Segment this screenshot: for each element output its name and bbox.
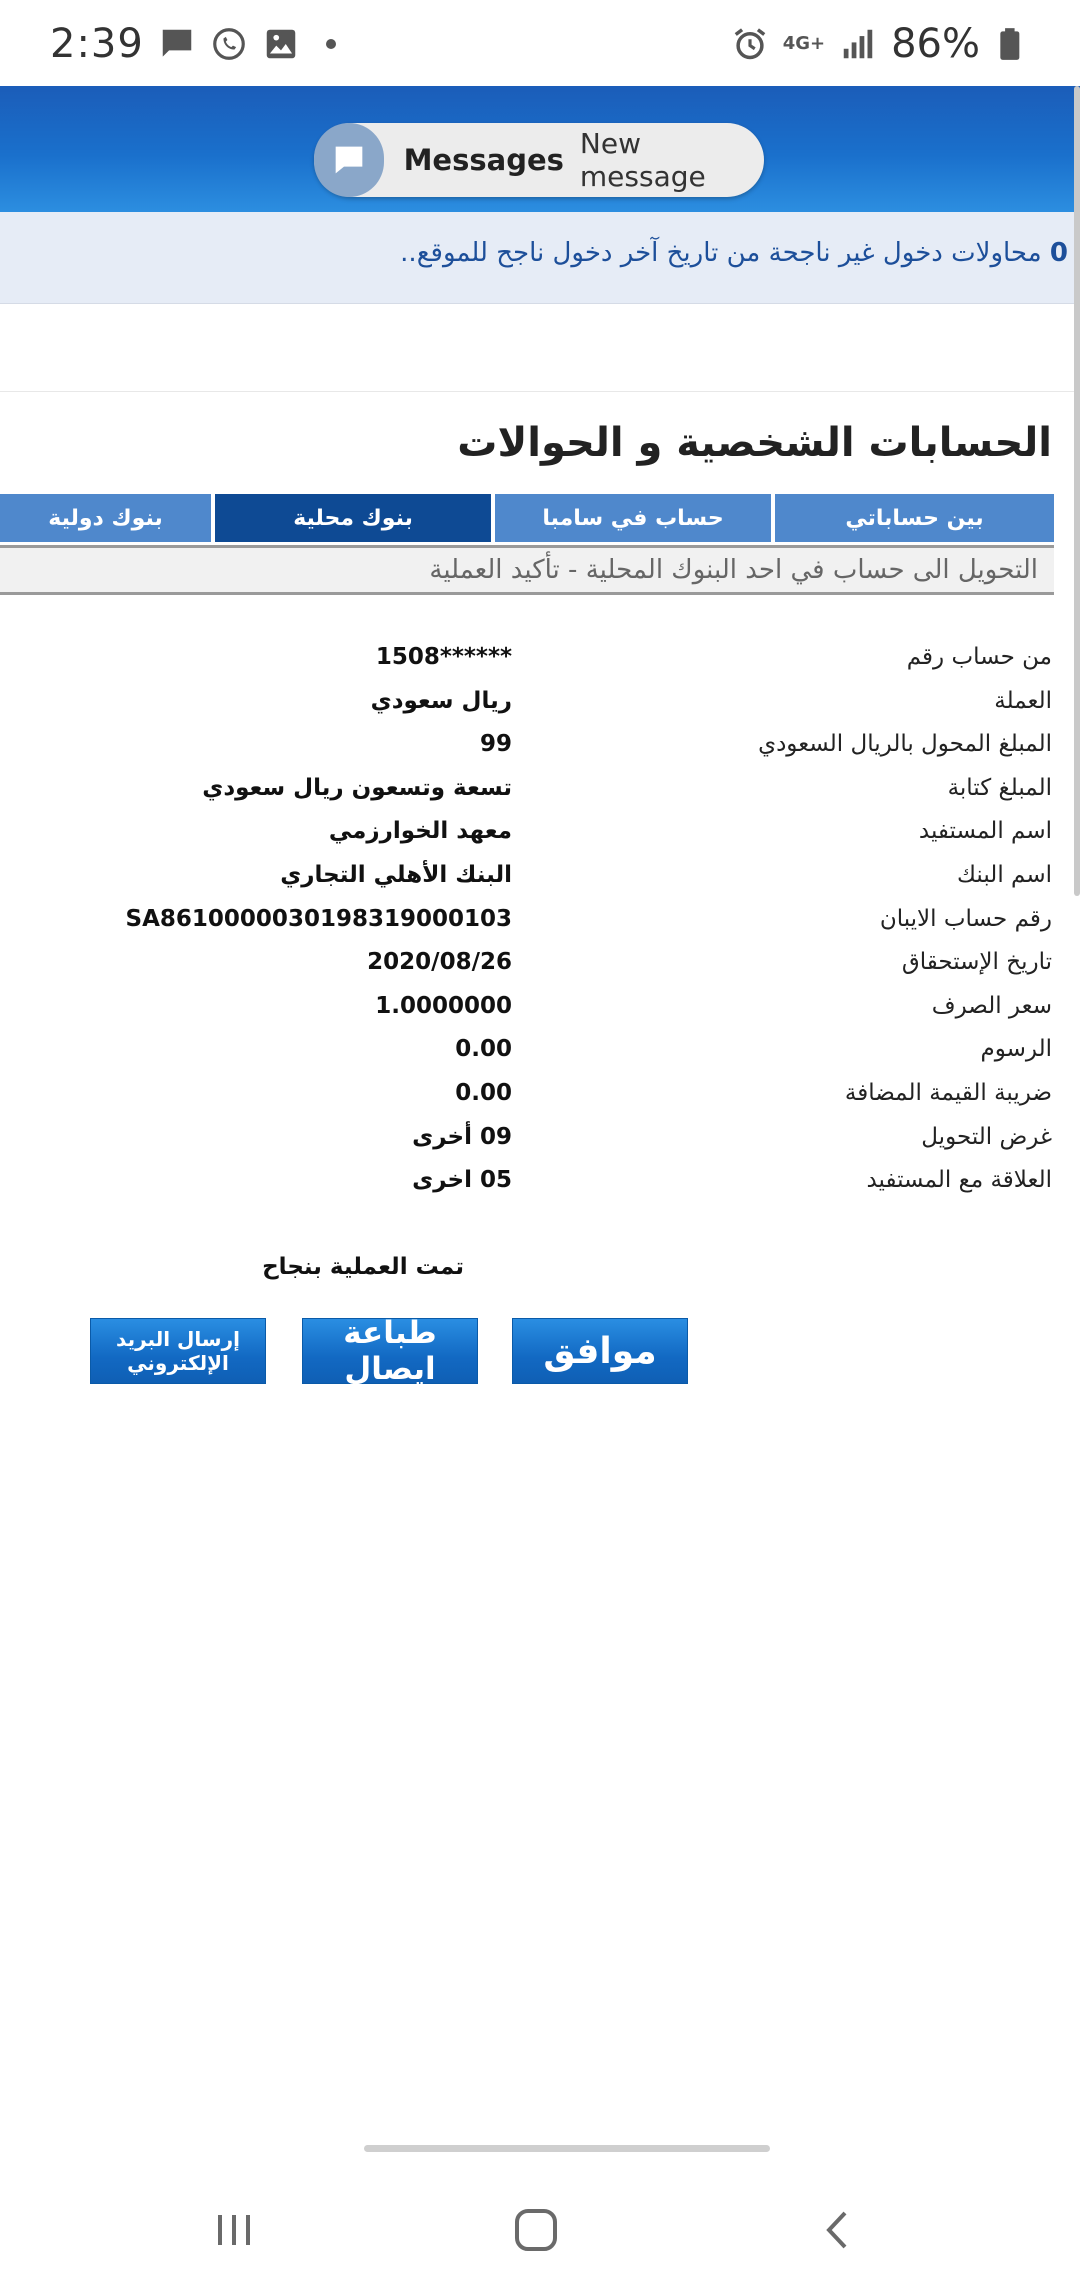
detail-row [0, 640, 1080, 684]
detail-value: البنك الأهلي التجاري [280, 861, 512, 888]
login-attempts-text [400, 238, 1068, 268]
back-icon [813, 2205, 863, 2255]
back-button[interactable] [808, 2200, 868, 2260]
detail-value: 0.00 [455, 1079, 512, 1106]
detail-label: العملة [994, 687, 1052, 714]
toast-app-name: Messages [403, 143, 564, 177]
detail-label: سعر الصرف [931, 992, 1052, 1019]
tab-international-banks[interactable]: بنوك دولية [0, 494, 211, 542]
detail-label: اسم البنك [957, 861, 1052, 888]
detail-label: غرض التحويل [921, 1123, 1052, 1150]
status-bar-right [731, 22, 1032, 66]
home-icon [510, 2204, 562, 2256]
detail-row [0, 902, 1080, 946]
detail-row [0, 945, 1080, 989]
status-time: 2:39 [50, 21, 144, 67]
page-title: الحسابات الشخصية و الحوالات [457, 420, 1052, 466]
alarm-icon [731, 25, 769, 63]
detail-value: معهد الخوارزمي [328, 818, 512, 845]
send-email-button[interactable]: إرسال البريد الإلكتروني [90, 1318, 266, 1384]
detail-label: اسم المستفيد [918, 818, 1052, 845]
home-button[interactable] [506, 2200, 566, 2260]
detail-value: 99 [479, 731, 512, 758]
detail-row [0, 814, 1080, 858]
detail-value: 09 أخرى [412, 1123, 512, 1150]
chat-bubble-icon [314, 123, 384, 197]
detail-row [0, 684, 1080, 728]
success-message: تمت العملية بنجاح [262, 1254, 464, 1280]
ok-button[interactable]: موافق [512, 1318, 688, 1384]
detail-label: تاريخ الإستحقاق [901, 949, 1052, 976]
login-attempts-bar [0, 212, 1080, 304]
toast-message: New message [579, 127, 706, 193]
network-type: 4G+ [782, 33, 826, 54]
image-icon [262, 25, 300, 63]
detail-label: رقم حساب الايبان [879, 905, 1052, 932]
detail-value: 1.0000000 [375, 992, 512, 1019]
recent-apps-button[interactable] [204, 2200, 264, 2260]
divider [0, 391, 1080, 392]
detail-label: الرسوم [980, 1036, 1052, 1063]
battery-level: 86% [891, 21, 980, 67]
detail-row [0, 1032, 1080, 1076]
section-header-text: التحويل الى حساب في احد البنوك المحلية - تأكيد العملية [429, 555, 1038, 585]
tab-local-banks[interactable]: بنوك محلية [215, 494, 491, 542]
battery-icon [994, 25, 1032, 63]
message-notification-toast[interactable] [314, 123, 764, 197]
detail-value: 0.00 [455, 1036, 512, 1063]
status-bar-left [50, 22, 336, 66]
detail-value: ريال سعودي [370, 687, 512, 714]
detail-value: 05 اخرى [412, 1167, 512, 1194]
detail-row [0, 858, 1080, 902]
print-receipt-button[interactable]: طباعة ايصال [302, 1318, 478, 1384]
tab-between-my-accounts[interactable]: بين حساباتي [775, 494, 1054, 542]
tab-samba-account[interactable]: حساب في سامبا [495, 494, 771, 542]
detail-value: SA8610000030198319000103 [125, 905, 512, 932]
detail-value: 2020/08/26 [367, 949, 512, 976]
failed-attempts-message: محاولات دخول غير ناجحة من تاريخ آخر دخول ناجح للموقع.. [400, 238, 1042, 268]
status-bar [0, 0, 1080, 86]
detail-label: المبلغ كتابة [947, 774, 1052, 801]
detail-label: المبلغ المحول بالريال السعودي [758, 731, 1052, 758]
navigation-bar [0, 2180, 1080, 2280]
detail-row [0, 1120, 1080, 1164]
section-header [0, 545, 1054, 595]
detail-value: ******1508 [375, 644, 512, 670]
message-icon [158, 25, 196, 63]
whatsapp-icon [210, 25, 248, 63]
transfer-tabs [0, 494, 1054, 542]
transfer-details [0, 640, 1080, 1207]
site-header [0, 86, 1080, 212]
detail-value: تسعة وتسعون ريال سعودي [202, 774, 512, 801]
detail-label: ضريبة القيمة المضافة [844, 1079, 1052, 1106]
more-notifications-dot [326, 39, 336, 49]
gesture-handle[interactable] [364, 2145, 770, 2152]
detail-label: من حساب رقم [906, 644, 1052, 670]
detail-row [0, 1163, 1080, 1207]
page-scrollbar[interactable] [1074, 86, 1080, 896]
recent-apps-icon [209, 2205, 259, 2255]
detail-row [0, 1076, 1080, 1120]
detail-row [0, 727, 1080, 771]
signal-icon [839, 25, 877, 63]
detail-row [0, 989, 1080, 1033]
detail-row [0, 771, 1080, 815]
detail-label: العلاقة مع المستفيد [866, 1167, 1052, 1194]
failed-attempts-count: 0 [1049, 238, 1068, 268]
